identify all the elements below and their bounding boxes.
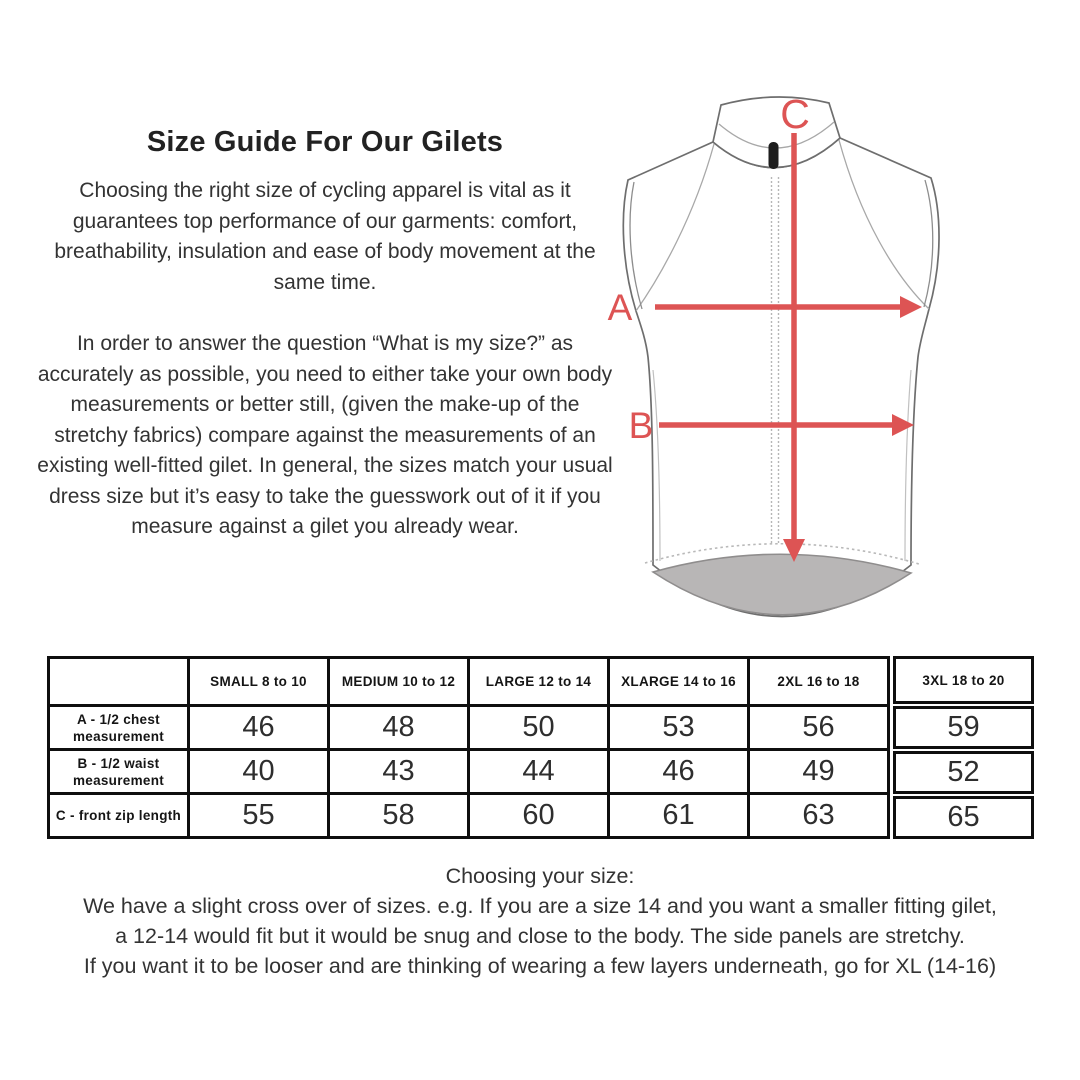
corner-cell [49,658,189,706]
table-header-row [49,658,889,706]
value-cell: 58 [329,794,469,838]
value-cell: 65 [893,796,1034,839]
intro-paragraph-2: In order to answer the question “What is my size?” as accurately as possible, you need to either take your own body measurements or better still, (given the make-up of the stretchy fabrics) compare against the measurements of an existing well-fitted gilet. In general, the sizes match your usual dress size but it’s easy to take the guesswork out of it if you measure against a gilet you already wear. [37,332,613,538]
zipper-pull [769,142,779,169]
row-label-zip: C - front zip length [49,794,189,838]
column-3xl [893,656,1034,839]
value-cell: 56 [749,706,889,750]
footer-heading: Choosing your size: [445,864,635,888]
value-cell: 55 [189,794,329,838]
footer-line-2: a 12-14 would fit but it would be snug and close to the body. The side panels are stretchy. [115,924,965,948]
value-cell: 40 [189,750,329,794]
column-header-xlarge: XLARGE 14 to 16 [609,658,749,706]
column-header-medium: MEDIUM 10 to 12 [329,658,469,706]
footer-line-3: If you want it to be looser and are thinking of wearing a few layers underneath, go for XL (14-16) [83,954,997,978]
value-cell: 44 [469,750,609,794]
value-cell: 48 [329,706,469,750]
gilet-diagram [598,85,950,641]
row-label-waist: B - 1/2 waist measurement [49,750,189,794]
value-cell: 60 [469,794,609,838]
vest-outline [623,97,939,617]
value-cell: 49 [749,750,889,794]
column-header-3xl: 3XL 18 to 20 [893,656,1034,704]
value-cell: 63 [749,794,889,838]
value-cell: 52 [893,751,1034,794]
footer-line-1: We have a slight cross over of sizes. e.g. If you are a size 14 and you want a smaller fitting gilet, [83,894,997,918]
table-row-zip [49,794,889,838]
value-cell: 46 [189,706,329,750]
hem-shading [653,554,911,615]
value-cell: 46 [609,750,749,794]
table-row-waist [49,750,889,794]
table-row-chest [49,706,889,750]
measurement-label-c: C [780,91,810,137]
value-cell: 53 [609,706,749,750]
vest-body [623,138,939,617]
value-cell: 59 [893,706,1034,749]
measurement-label-a: A [607,287,633,328]
intro-section [35,126,615,574]
measurement-label-b: B [628,405,654,446]
footer-advice [0,861,1080,981]
size-table [47,656,890,839]
column-header-2xl: 2XL 16 to 18 [749,658,889,706]
column-header-small: SMALL 8 to 10 [189,658,329,706]
intro-paragraph-1: Choosing the right size of cycling apparel is vital as it guarantees top performance of our garments: comfort, breathability, insulation and ease of body movement at the same time. [54,179,596,294]
value-cell: 50 [469,706,609,750]
size-table-section [47,656,1034,839]
value-cell: 43 [329,750,469,794]
column-header-large: LARGE 12 to 14 [469,658,609,706]
page-title: Size Guide For Our Gilets [146,126,504,158]
gilet-illustration-svg [598,85,950,641]
value-cell: 61 [609,794,749,838]
row-label-chest: A - 1/2 chest measurement [49,706,189,750]
